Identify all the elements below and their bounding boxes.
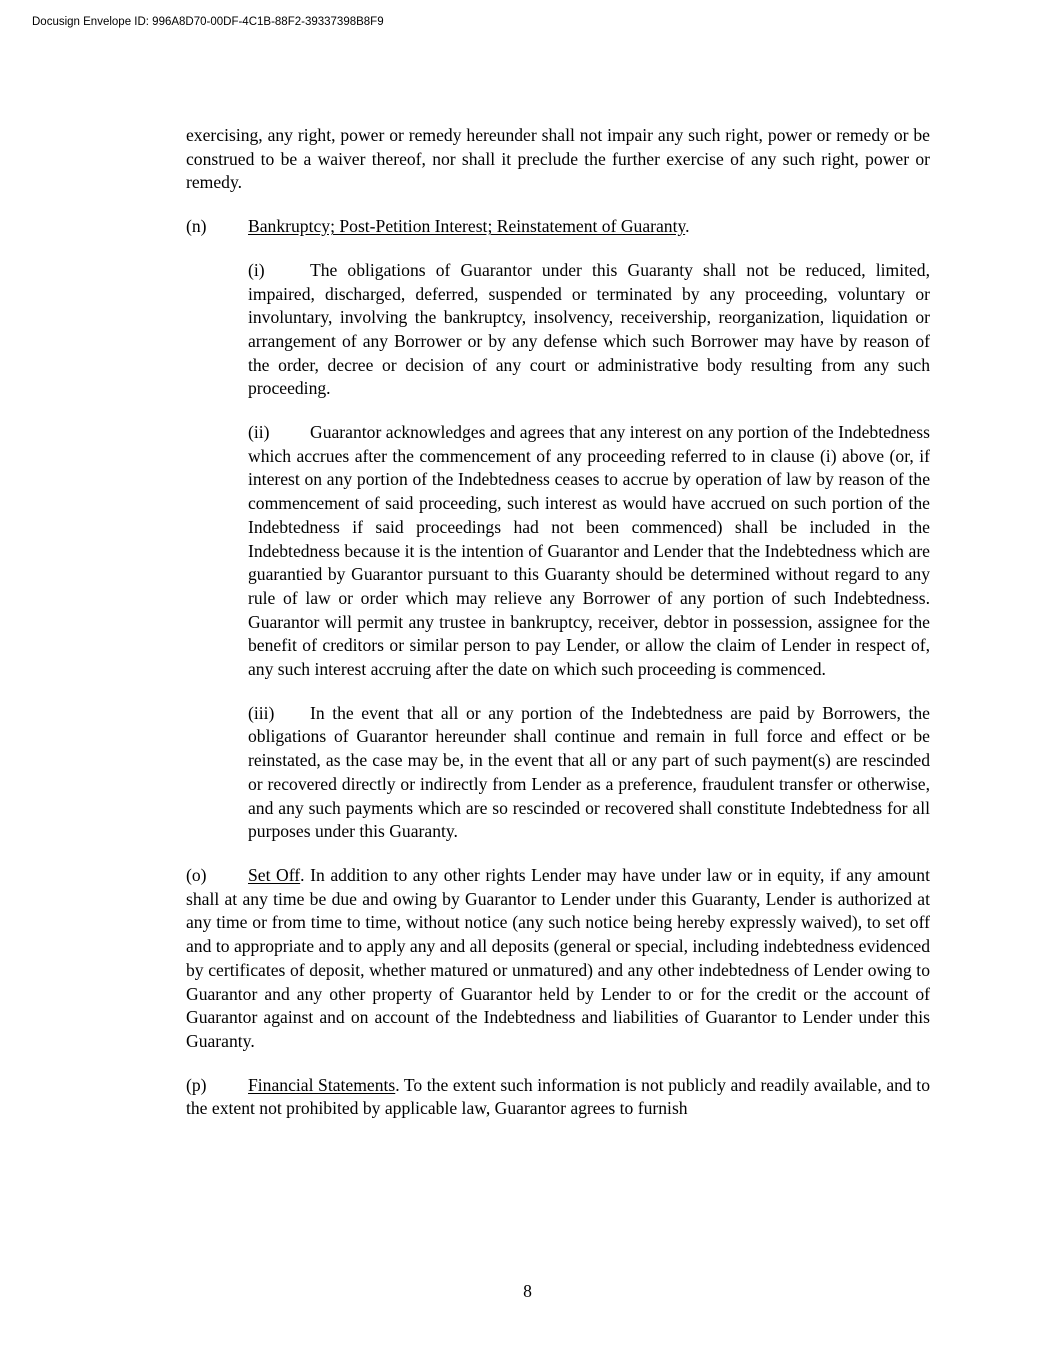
clause-iii-text: In the event that all or any portion of the Indebtedness are paid by Borrowers, the obligations of Guarantor hereunder shall continue and remain in full force and effect or be reinstated, as the case may be, in the event that all or any part of such payment(s) are rescinded or recovered directly or indirectly from Lender as a preference, fraudulent transfer or otherwise, and any such payments which are so rescinded or recovered shall constitute Indebtedness for all purposes under this Guaranty. <box>248 702 930 842</box>
document-body <box>186 124 930 1121</box>
clause-ii-label: (ii) <box>248 422 270 443</box>
intro-paragraph: exercising, any right, power or remedy hereunder shall not impair any such right, power or remedy or be construed to be a waiver thereof, nor shall it preclude the further exercise of any such right, power or remedy. <box>186 125 930 193</box>
section-n-title-wrap <box>248 215 690 239</box>
section-o-title: Set Off <box>248 864 301 885</box>
clause-ii-text: Guarantor acknowledges and agrees that any interest on any portion of the Indebtedness which accrues after the commencement of any proceeding referred to in clause (i) above (or, if interest on any portion of the Indebtedness ceases to accrue by operation of law by reason of the commencement of said proceeding, such interest as would have accrued on such portion of the Indebtedness if said proceedings had not been commenced) shall be included in the Indebtedness because it is the intention of Guarantor and Lender that the Indebtedness which are guarantied by Guarantor pursuant to this Guaranty should be determined without regard to any rule of law or order which may relieve any Borrower of any portion of such Indebtedness. Guarantor will permit any trustee in bankruptcy, receiver, debtor in possession, assignee for the benefit of creditors or similar person to pay Lender, or allow the claim of Lender in respect of, any such interest accruing after the date on which such proceeding is commenced. <box>248 422 930 680</box>
section-p-title: Financial Statements <box>248 1074 396 1095</box>
section-o <box>186 864 930 1054</box>
section-n-label: (n) <box>186 216 207 237</box>
clause-i-text: The obligations of Guarantor under this Guaranty shall not be reduced, limited, impaired, discharged, deferred, suspended or terminated by any proceeding, voluntary or involuntary, involving the bankruptcy, insolvency, receivership, reorganization, liquidation or arrangement of any Borrower or by any defense which such Borrower may have by reason of the order, decree or decision of any court or administrative body resulting from any such proceeding. <box>248 259 930 399</box>
section-p-text: . To the extent such information is not publicly and readily available, and to the extent not prohibited by applicable law, Guarantor agrees to furnish <box>186 1074 930 1119</box>
clause-iii-label: (iii) <box>248 702 275 723</box>
section-n-heading <box>186 215 930 239</box>
section-p <box>186 1074 930 1121</box>
clause-iii <box>248 702 930 844</box>
clause-i <box>248 259 930 401</box>
clause-ii <box>248 421 930 682</box>
section-n-title-punct: . <box>685 216 690 237</box>
section-o-label: (o) <box>186 864 207 885</box>
page-number: 8 <box>523 1281 532 1301</box>
section-o-text: . In addition to any other rights Lender may have under law or in equity, if any amount shall at any time be due and owing by Guarantor to Lender under this Guaranty, Lender is authorized at any time or from time to time, without notice (any such notice being hereby expressly waived), to set off and to appropriate and to apply any and all deposits (general or special, including indebtedness evidenced by certificates of deposit, whether matured or unmatured) and any other indebtedness of Lender owing to Guarantor and any other property of Guarantor held by Lender to or for the credit or the account of Guarantor against and on account of the Indebtedness and liabilities of Guarantor to Lender under this Guaranty. <box>186 864 930 1051</box>
clause-i-label: (i) <box>248 259 265 280</box>
section-p-label: (p) <box>186 1074 207 1095</box>
section-n-title: Bankruptcy; Post-Petition Interest; Reinstatement of Guaranty <box>248 216 686 237</box>
envelope-id: Docusign Envelope ID: 996A8D70-00DF-4C1B-88F2-39337398B8F9 <box>32 16 384 28</box>
